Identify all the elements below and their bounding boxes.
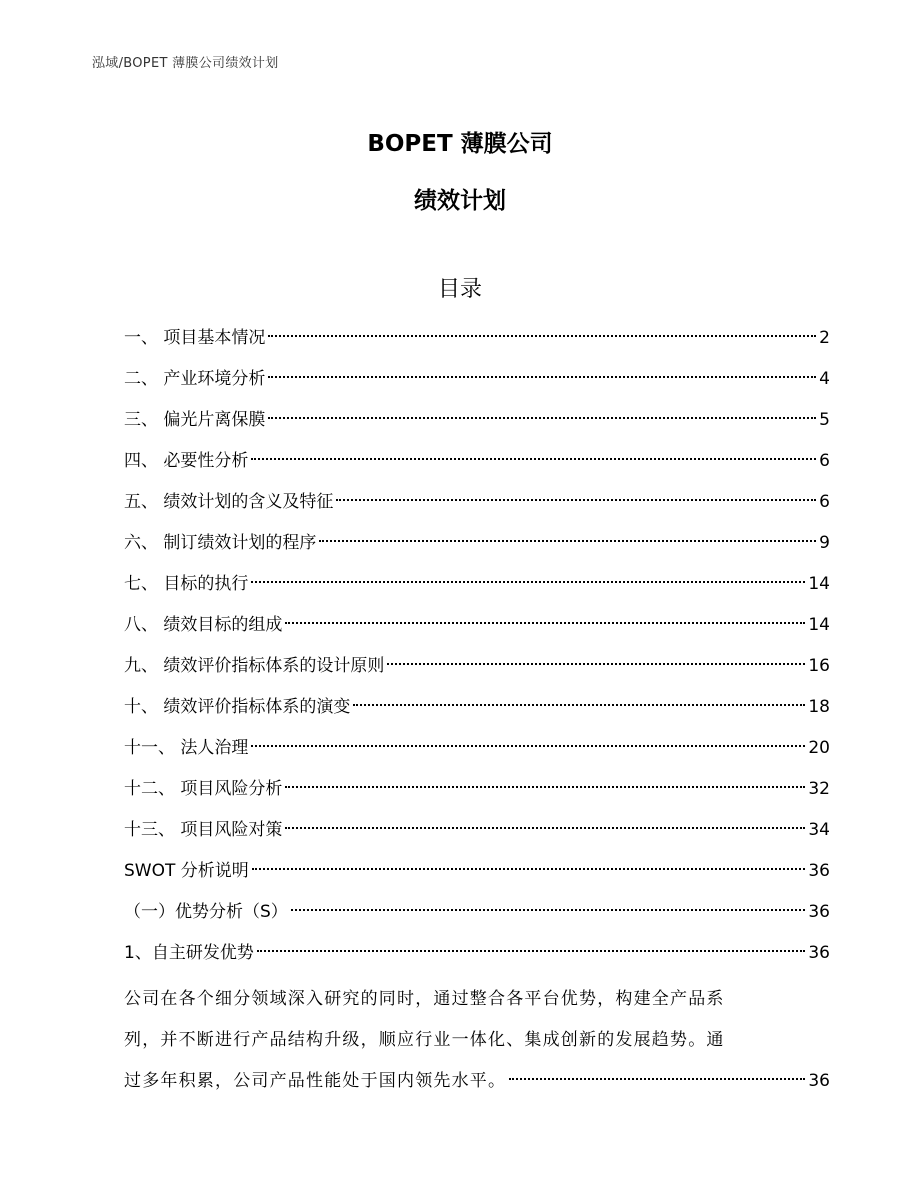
toc-entry[interactable] (124, 774, 830, 815)
toc-entry-label: 绩效评价指标体系的设计原则 (163, 656, 385, 676)
toc-heading: 目录 (437, 277, 482, 302)
toc-entry-page: 2 (819, 328, 830, 348)
toc-entry[interactable] (124, 405, 830, 446)
toc-entry-text-line: 列，并不断进行产品结构升级，顺应行业一体化、集成创新的发展趋势。通 (124, 1030, 725, 1050)
table-of-contents (124, 323, 830, 1102)
toc-leader-dots (285, 827, 805, 829)
toc-entry-number: 八、 (124, 615, 164, 635)
toc-entry-label: 法人治理 (180, 738, 249, 758)
toc-entry-number: 十一、 (124, 738, 181, 758)
toc-entry-label: 绩效评价指标体系的演变 (163, 697, 351, 717)
toc-leader-dots (268, 417, 816, 419)
toc-entry-multiline[interactable] (124, 979, 830, 1102)
toc-entry-label: 产业环境分析 (163, 369, 266, 389)
toc-leader-dots (268, 376, 816, 378)
toc-entry-last-line (124, 1061, 830, 1102)
toc-entry-page: 34 (808, 820, 830, 840)
toc-entry-number: 九、 (124, 656, 164, 676)
toc-leader-dots (291, 909, 806, 911)
toc-entry[interactable] (124, 856, 830, 897)
toc-leader-dots (509, 1078, 805, 1080)
toc-entry-page: 18 (808, 697, 830, 717)
toc-entry-label: （一）优势分析（S） (124, 902, 288, 922)
toc-entry-number: 二、 (124, 369, 164, 389)
toc-entry[interactable] (124, 651, 830, 692)
toc-leader-dots (387, 663, 805, 665)
toc-entry-label: 项目风险分析 (180, 779, 283, 799)
toc-entry-page: 5 (819, 410, 830, 430)
toc-leader-dots (353, 704, 805, 706)
toc-entry-page: 14 (808, 574, 830, 594)
toc-leader-dots (251, 458, 816, 460)
toc-entry[interactable] (124, 528, 830, 569)
toc-leader-dots (285, 786, 805, 788)
toc-entry[interactable] (124, 692, 830, 733)
toc-entry-label: 绩效计划的含义及特征 (163, 492, 334, 512)
toc-leader-dots (252, 868, 806, 870)
toc-entry-page: 32 (808, 779, 830, 799)
toc-entry-label: 偏光片离保膜 (163, 410, 266, 430)
toc-entry-label: 项目基本情况 (163, 328, 266, 348)
toc-entry-number: 十二、 (124, 779, 181, 799)
toc-entry[interactable] (124, 487, 830, 528)
toc-entry-page: 14 (808, 615, 830, 635)
toc-entry[interactable] (124, 323, 830, 364)
toc-entry-label: 1、自主研发优势 (124, 943, 254, 963)
toc-entry[interactable] (124, 364, 830, 405)
toc-entry-page: 9 (819, 533, 830, 553)
toc-entry-page: 36 (808, 943, 830, 963)
toc-entry-number: 三、 (124, 410, 164, 430)
toc-entry[interactable] (124, 897, 830, 938)
toc-entry-page: 6 (819, 492, 830, 512)
document-title: BOPET 薄膜公司 (367, 131, 553, 157)
toc-entry[interactable] (124, 815, 830, 856)
toc-entry-label: 绩效目标的组成 (163, 615, 283, 635)
toc-leader-dots (285, 622, 805, 624)
toc-entry-page: 6 (819, 451, 830, 471)
toc-entry-label: SWOT 分析说明 (124, 861, 249, 881)
toc-entry-page: 20 (808, 738, 830, 758)
toc-entry-number: 一、 (124, 328, 164, 348)
toc-entry-page: 16 (808, 656, 830, 676)
toc-entry-label: 制订绩效计划的程序 (163, 533, 317, 553)
toc-entry[interactable] (124, 938, 830, 979)
toc-leader-dots (319, 540, 816, 542)
toc-entry-label: 必要性分析 (163, 451, 249, 471)
toc-entry-label: 项目风险对策 (180, 820, 283, 840)
toc-entry-number: 十、 (124, 697, 164, 717)
toc-leader-dots (251, 745, 805, 747)
toc-entry[interactable] (124, 733, 830, 774)
toc-entry-page: 36 (808, 902, 830, 922)
toc-leader-dots (257, 950, 806, 952)
toc-entry-number: 五、 (124, 492, 164, 512)
toc-entry-number: 六、 (124, 533, 164, 553)
toc-entry-label: 目标的执行 (163, 574, 249, 594)
toc-entry-number: 七、 (124, 574, 164, 594)
toc-entry-number: 四、 (124, 451, 164, 471)
toc-leader-dots (268, 335, 816, 337)
toc-entry-page: 36 (808, 1071, 830, 1091)
toc-entry-text-line: 过多年积累，公司产品性能处于国内领先水平。 (124, 1071, 507, 1091)
toc-leader-dots (336, 499, 816, 501)
toc-entry[interactable] (124, 610, 830, 651)
toc-entry-text-line: 公司在各个细分领域深入研究的同时，通过整合各平台优势，构建全产品系 (124, 989, 725, 1009)
document-subtitle: 绩效计划 (414, 188, 506, 214)
toc-leader-dots (251, 581, 805, 583)
toc-entry[interactable] (124, 446, 830, 487)
toc-entry-number: 十三、 (124, 820, 181, 840)
toc-entry[interactable] (124, 569, 830, 610)
toc-entry-page: 4 (819, 369, 830, 389)
toc-entry-page: 36 (808, 861, 830, 881)
page-header: 泓域/BOPET 薄膜公司绩效计划 (92, 56, 279, 71)
